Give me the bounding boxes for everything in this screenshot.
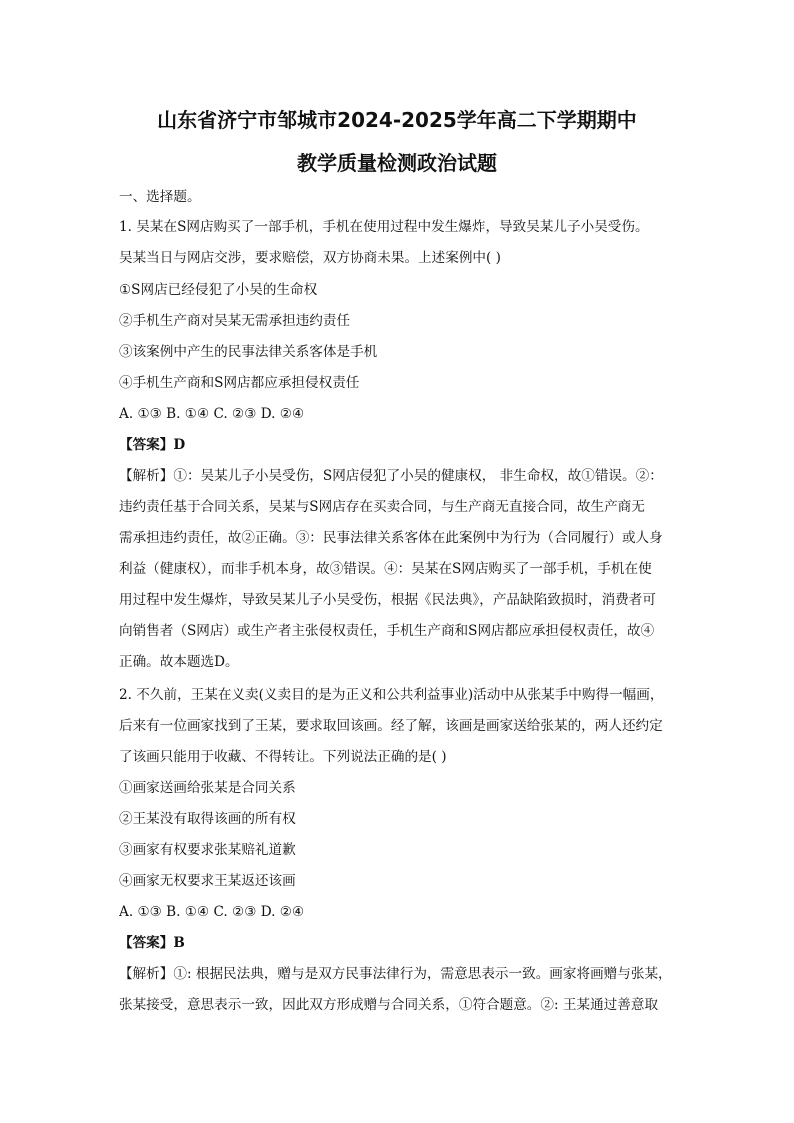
q2-option: ①画家送画给张某是合同关系 xyxy=(119,780,296,796)
q1-answer: 【答案】D xyxy=(119,437,186,453)
q1-analysis-line: 正确。故本题选D。 xyxy=(119,654,239,670)
q1-analysis-line: 违约责任基于合同关系，吴某与S网店存在买卖合同，与生产商无直接合同，故生产商无 xyxy=(119,499,645,515)
document-subtitle: 教学质量检测政治试题 xyxy=(297,151,497,175)
q2-option: ④画家无权要求王某返还该画 xyxy=(119,873,296,889)
q1-analysis-line: 用过程中发生爆炸，导致吴某儿子小吴受伤，根据《民法典》，产品缺陷致损时，消费者可 xyxy=(119,592,656,608)
q1-option: ②手机生产商对吴某无需承担违约责任 xyxy=(119,313,351,329)
section-heading: 一、选择题。 xyxy=(119,189,201,205)
q2-choices: A. ①③ B. ①④ C. ②③ D. ②④ xyxy=(119,904,305,920)
q2-analysis-line: 【解析】①: 根据民法典，赠与是双方民事法律行为，需意思表示一致。画家将画赠与张某， xyxy=(119,966,672,982)
q2-stem-line: 后来有一位画家找到了王某，要求取回该画。经了解，该画是画家送给张某的，两人还约定 xyxy=(119,718,663,734)
q1-option: ③该案例中产生的民事法律关系客体是手机 xyxy=(119,344,378,360)
q1-option: ④手机生产商和S网店都应承担侵权责任 xyxy=(119,375,360,391)
q2-analysis-line: 张某接受，意思表示一致，因此双方形成赠与合同关系，①符合题意。②: 王某通过善意取 xyxy=(119,997,659,1013)
q1-analysis-line: 利益（健康权），而非手机本身，故③错误。④：吴某在S网店购买了一部手机，手机在使 xyxy=(119,561,652,577)
document-title: 山东省济宁市邹城市2024-2025学年高二下学期期中 xyxy=(157,108,637,132)
q1-stem-line: 1. 吴某在S网店购买了一部手机，手机在使用过程中发生爆炸，导致吴某儿子小吴受伤。 xyxy=(119,219,649,235)
q1-option: ①S网店已经侵犯了小吴的生命权 xyxy=(119,282,318,298)
q1-stem-line: 吴某当日与网店交涉，要求赔偿，双方协商未果。上述案例中( ) xyxy=(119,250,501,266)
q1-analysis-line: 向销售者（S网店）或生产者主张侵权责任，手机生产商和S网店都应承担侵权责任，故④ xyxy=(119,623,655,639)
q2-stem-line: 了该画只能用于收藏、不得转让。下列说法正确的是( ) xyxy=(119,749,447,765)
q2-option: ②王某没有取得该画的所有权 xyxy=(119,811,296,827)
q1-analysis-line: 需承担违约责任，故②正确。③：民事法律关系客体在此案例中为行为（合同履行）或人身 xyxy=(119,530,663,546)
q1-analysis-line: 【解析】①：吴某儿子小吴受伤，S网店侵犯了小吴的健康权， 非生命权，故①错误。②： xyxy=(119,468,663,484)
q2-stem-line: 2. 不久前，王某在义卖(义卖目的是为正义和公共利益事业)活动中从张某手中购得一幅画， xyxy=(119,687,664,703)
q2-option: ③画家有权要求张某赔礼道歉 xyxy=(119,842,296,858)
q2-answer: 【答案】B xyxy=(119,935,185,951)
q1-choices: A. ①③ B. ①④ C. ②③ D. ②④ xyxy=(119,406,305,422)
